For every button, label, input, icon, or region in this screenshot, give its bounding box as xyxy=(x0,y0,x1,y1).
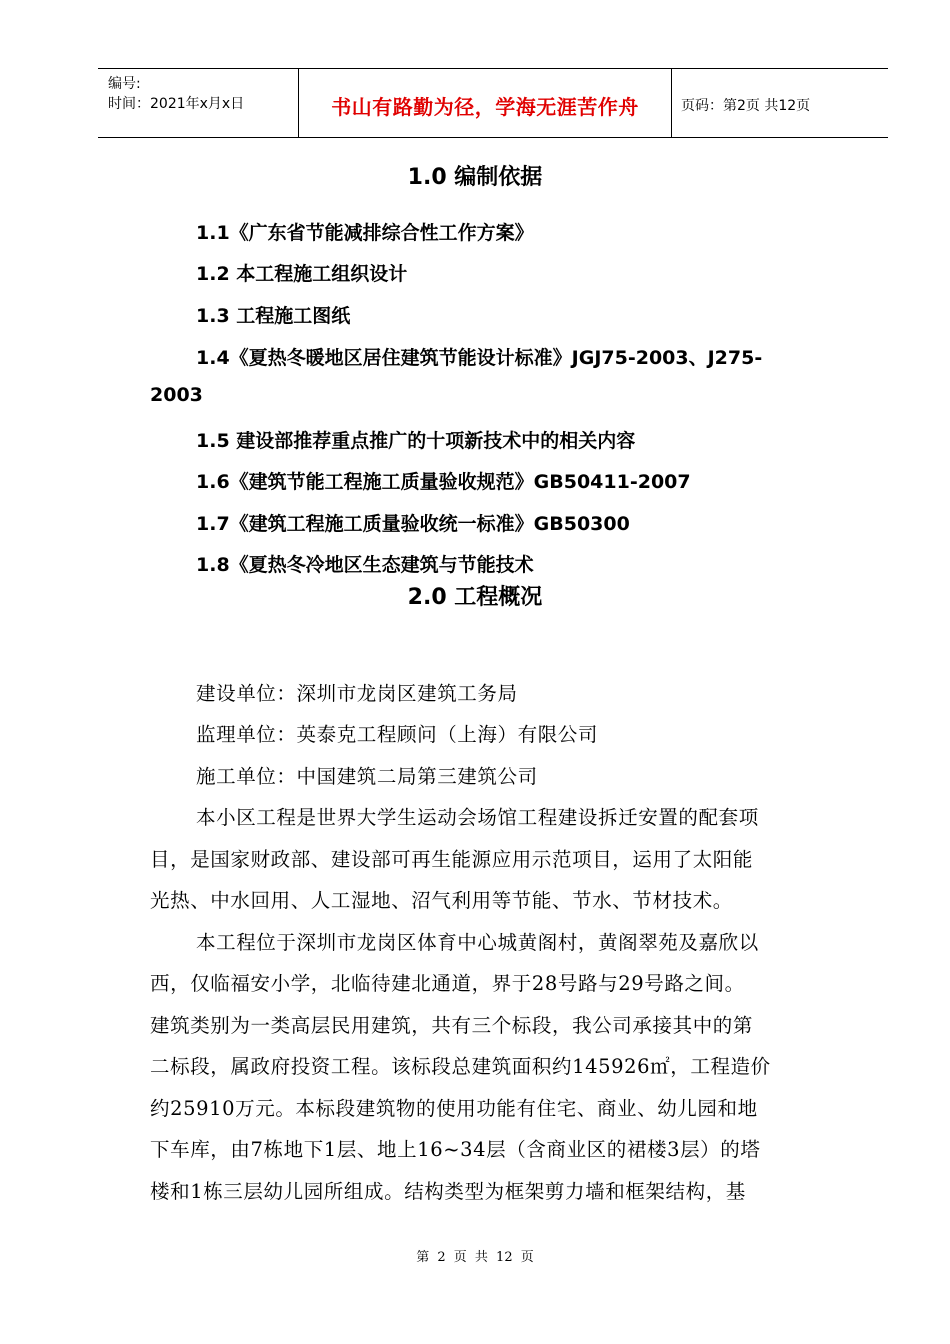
paragraph-line: 本小区工程是世界大学生运动会场馆工程建设拆迁安置的配套项 xyxy=(196,806,759,829)
paragraph-line: 光热、中水回用、人工湿地、沼气利用等节能、节水、节材技术。 xyxy=(150,889,733,912)
construction-unit: 建设单位：深圳市龙岗区建筑工务局 xyxy=(196,682,518,705)
section2-title: 2.0 工程概况 xyxy=(407,585,543,610)
page-info: 页码：第2页 共12页 xyxy=(681,98,811,114)
paragraph-line: 西，仅临福安小学，北临待建北通道，界于28号路与29号路之间。 xyxy=(150,972,745,995)
reference-item: 1.5 建设部推荐重点推广的十项新技术中的相关内容 xyxy=(196,430,636,452)
paragraph-line: 目，是国家财政部、建设部可再生能源应用示范项目，运用了太阳能 xyxy=(150,848,754,871)
header-motto-cell xyxy=(298,69,672,137)
paragraph-line: 建筑类别为一类高层民用建筑，共有三个标段，我公司承接其中的第 xyxy=(150,1014,754,1037)
reference-item: 1.2 本工程施工组织设计 xyxy=(196,263,408,285)
contractor-unit: 施工单位：中国建筑二局第三建筑公司 xyxy=(196,765,538,788)
page-header xyxy=(98,68,888,138)
page-footer: 第 2 页 共 12 页 xyxy=(416,1250,534,1265)
reference-item: 1.7《建筑工程施工质量验收统一标准》GB50300 xyxy=(196,513,630,535)
reference-item: 1.6《建筑节能工程施工质量验收规范》GB50411-2007 xyxy=(196,471,691,493)
reference-item-continuation: 2003 xyxy=(150,384,203,406)
paragraph-line: 本工程位于深圳市龙岗区体育中心城黄阁村，黄阁翠苑及嘉欣以 xyxy=(196,931,759,954)
time-label: 时间：2021年x月x日 xyxy=(108,96,245,112)
reference-item: 1.3 工程施工图纸 xyxy=(196,305,351,327)
reference-item: 1.4《夏热冬暖地区居住建筑节能设计标准》JGJ75-2003、J275- xyxy=(196,347,763,369)
code-label: 编号: xyxy=(108,76,141,92)
section1-title: 1.0 编制依据 xyxy=(407,165,543,190)
motto-text: 书山有路勤为径，学海无涯苦作舟 xyxy=(331,95,639,119)
reference-item: 1.8《夏热冬冷地区生态建筑与节能技术 xyxy=(196,554,534,576)
supervision-unit: 监理单位：英泰克工程顾问（上海）有限公司 xyxy=(196,723,599,746)
paragraph-line: 约25910万元。本标段建筑物的使用功能有住宅、商业、幼儿园和地 xyxy=(150,1097,758,1120)
paragraph-line: 楼和1栋三层幼儿园所组成。结构类型为框架剪力墙和框架结构，基 xyxy=(150,1180,746,1203)
reference-item: 1.1《广东省节能减排综合性工作方案》 xyxy=(196,222,534,244)
header-left-cell xyxy=(98,69,298,137)
header-page-cell xyxy=(671,69,888,137)
paragraph-line: 二标段，属政府投资工程。该标段总建筑面积约145926㎡，工程造价 xyxy=(150,1055,771,1078)
paragraph-line: 下车库，由7栋地下1层、地上16~34层（含商业区的裙楼3层）的塔 xyxy=(150,1138,761,1161)
